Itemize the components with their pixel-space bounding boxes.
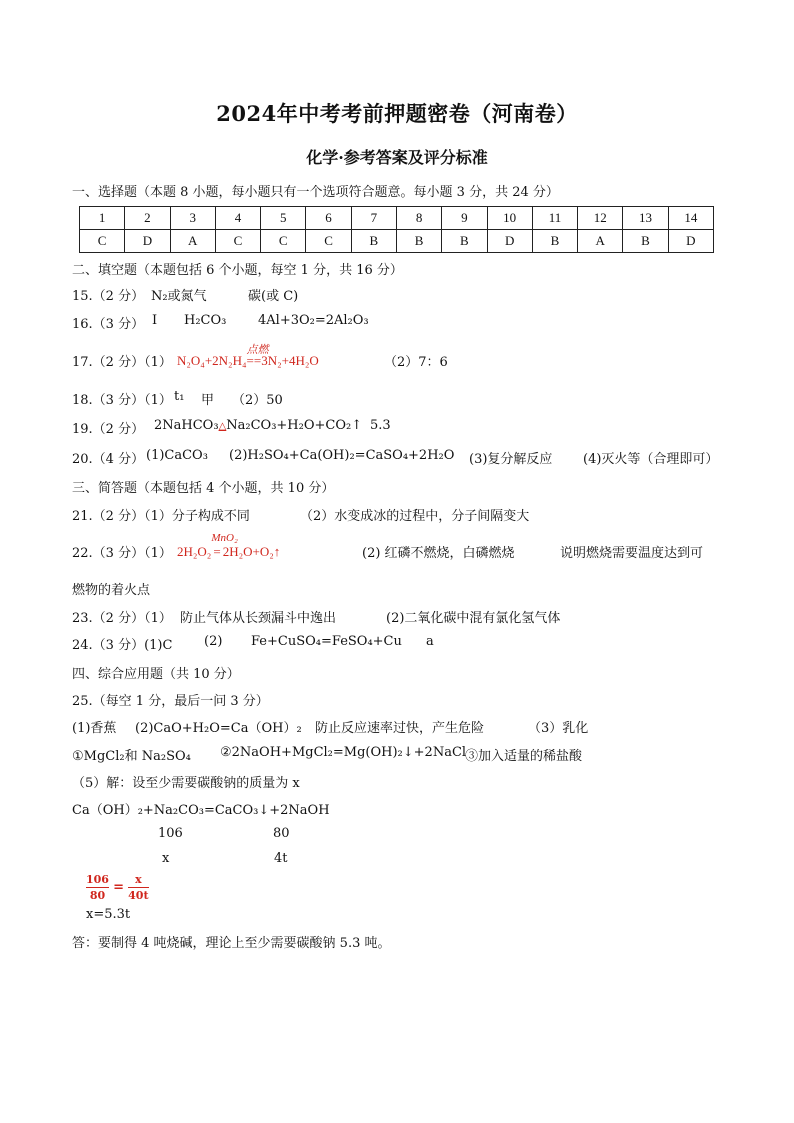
q22-eq-sign: = (213, 544, 221, 559)
question-number-cell: 13 (623, 207, 668, 230)
q19-eq-left: 2NaHCO₃ (154, 418, 219, 433)
question-number-cell: 5 (261, 207, 306, 230)
question-number-cell: 14 (668, 207, 713, 230)
q22-answer-2: (2) 红磷不燃烧，白磷燃烧 (362, 546, 515, 561)
q19-number: 19.（2 分） (72, 422, 145, 437)
page-subtitle: 化学·参考答案及评分标准 (306, 148, 488, 167)
q19-answer-2: 5.3 (370, 418, 391, 433)
q25-fraction-equals: = (113, 880, 125, 895)
q25-number: 25.（每空 1 分，最后一问 3 分） (72, 694, 269, 709)
answer-cell: B (351, 230, 396, 253)
q25-fraction-right-denominator: 40t (128, 889, 149, 902)
q19-condition: △ (218, 421, 227, 432)
q22-number: 22.（3 分）（1） (72, 546, 172, 561)
q18-answer-2: 甲 (201, 393, 215, 408)
question-number-cell: 6 (306, 207, 351, 230)
q20-answer-1: (1)CaCO₃ (146, 448, 208, 463)
question-number-cell: 12 (578, 207, 623, 230)
q25-line1-answer-2: (2)CaO+H₂O=Ca（OH）₂ (135, 721, 302, 736)
question-number-cell: 10 (487, 207, 532, 230)
q16-answer-3: 4Al+3O₂=2Al₂O₃ (258, 313, 369, 328)
q22-eq-left: 2H₂O₂ (177, 544, 212, 559)
section2-heading: 二、填空题（本题包括 6 个小题，每空 1 分，共 16 分） (72, 263, 403, 278)
q25-fraction-right-numerator: x (135, 873, 142, 886)
answer-cell: A (170, 230, 215, 253)
question-number-cell: 4 (215, 207, 260, 230)
question-number-cell: 7 (351, 207, 396, 230)
q18-answer-3: （2）50 (232, 393, 283, 408)
q23-number: 23.（2 分）（1） (72, 611, 172, 626)
q17-eq-right: 3N₂+4H₂O (261, 353, 319, 368)
q18-number: 18.（3 分）（1） (72, 393, 172, 408)
answer-cell: D (668, 230, 713, 253)
q25-ratio-value-1: 106 (158, 826, 183, 841)
q18-answer-1: t₁ (174, 389, 185, 404)
answer-cell: C (306, 230, 351, 253)
q25-fraction-right (128, 873, 148, 902)
question-number-cell: 8 (396, 207, 441, 230)
q17-equation (177, 344, 319, 369)
q25-equation: Ca（OH）₂+Na₂CO₃=CaCO₃↓+2NaOH (72, 803, 330, 818)
q22-equation (177, 532, 281, 560)
q22-answer-3-continued: 燃物的着火点 (72, 583, 151, 598)
q17-condition (246, 344, 269, 369)
q25-fraction-left-numerator: 106 (86, 873, 109, 886)
answer-cell: B (623, 230, 668, 253)
q24-number: 24.（3 分）(1)C (72, 638, 173, 653)
answer-cell: B (396, 230, 441, 253)
q25-given-mass: 4t (274, 851, 288, 866)
q25-proportion (86, 873, 149, 902)
answer-cell: A (578, 230, 623, 253)
question-number-cell: 11 (532, 207, 577, 230)
question-number-cell: 9 (442, 207, 487, 230)
q25-fraction-left (86, 873, 109, 902)
q22-eq-right: 2H₂O+O₂↑ (222, 544, 281, 559)
q16-answer-1: I (152, 313, 158, 328)
q22-condition-text: MnO₂ (211, 532, 238, 544)
q15-number: 15.（2 分） (72, 289, 145, 304)
q20-answer-4: (4)灭火等（合理即可） (583, 452, 719, 467)
answer-cell: C (261, 230, 306, 253)
q20-answer-2: (2)H₂SO₄+Ca(OH)₂=CaSO₄+2H₂O (229, 448, 455, 463)
q24-answer-4: a (426, 634, 434, 649)
q24-answer-3: Fe+CuSO₄=FeSO₄+Cu (251, 634, 402, 649)
q25-line1-answer-4: （3）乳化 (528, 721, 589, 736)
q25-fraction-right-bar (128, 887, 148, 888)
q25-result: x=5.3t (86, 907, 131, 922)
q15-answer-1: N₂或氮气 (151, 289, 207, 304)
q20-answer-3: (3)复分解反应 (469, 452, 553, 467)
question-number-cell: 3 (170, 207, 215, 230)
q25-line1-answer-3: 防止反应速率过快，产生危险 (315, 721, 485, 736)
q17-number: 17.（2 分）（1） (72, 355, 172, 370)
answer-cell: D (125, 230, 170, 253)
answer-cell: D (487, 230, 532, 253)
q23-answer-1: 防止气体从长颈漏斗中逸出 (180, 611, 337, 626)
q25-final-answer: 答：要制得 4 吨烧碱，理论上至少需要碳酸钠 5.3 吨。 (72, 936, 391, 951)
answer-cell: B (532, 230, 577, 253)
q25-fraction-left-denominator: 80 (89, 889, 106, 902)
q17-condition-text: 点燃 (246, 344, 269, 356)
q25-ratio-value-2: 80 (273, 826, 290, 841)
answer-cell: C (80, 230, 125, 253)
q22-answer-3: 说明燃烧需要温度达到可 (560, 546, 704, 561)
q15-answer-2: 碳(或 C) (248, 289, 299, 304)
section1-heading: 一、选择题（本题 8 小题，每小题只有一个选项符合题意。每小题 3 分，共 24 分） (72, 185, 559, 200)
q25-solution-setup: （5）解：设至少需要碳酸钠的质量为 x (72, 776, 300, 791)
q17-answer-2: （2）7：6 (384, 355, 448, 370)
q25-line2-answer-3: ③加入适量的稀盐酸 (465, 749, 583, 764)
answer-table-number-row (80, 207, 714, 230)
question-number-cell: 1 (80, 207, 125, 230)
q25-unknown-x: x (162, 851, 170, 866)
q21-number: 21.（2 分）（1）分子构成不同 (72, 509, 250, 524)
answer-table-answer-row (80, 230, 714, 253)
q25-line2-answer-2: ②2NaOH+MgCl₂=Mg(OH)₂↓+2NaCl (220, 745, 467, 760)
section3-heading: 三、简答题（本题包括 4 个小题，共 10 分） (72, 481, 335, 496)
q17-eq-left: N₂O₄+2N₂H₄ (177, 353, 247, 368)
q25-line2-answer-1: ①MgCl₂和 Na₂SO₄ (72, 749, 191, 764)
q19-eq-right: Na₂CO₃+H₂O+CO₂↑ (226, 418, 363, 433)
q16-number: 16.（3 分） (72, 317, 145, 332)
q20-number: 20.（4 分） (72, 452, 145, 467)
q25-fraction-left-bar (86, 887, 109, 888)
q19-equation (154, 418, 362, 433)
q16-answer-2: H₂CO₃ (184, 313, 227, 328)
q21-answer-2: （2）水变成冰的过程中，分子间隔变大 (300, 509, 530, 524)
question-number-cell: 2 (125, 207, 170, 230)
q22-condition (211, 532, 238, 560)
q23-answer-2: (2)二氧化碳中混有氯化氢气体 (386, 611, 561, 626)
section4-heading: 四、综合应用题（共 10 分） (72, 667, 240, 682)
page-title: 2024年中考考前押题密卷（河南卷） (216, 101, 578, 126)
answer-cell: B (442, 230, 487, 253)
q25-line1-answer-1: (1)香蕉 (72, 721, 117, 736)
q17-eq-sign: == (246, 353, 262, 368)
answer-cell: C (215, 230, 260, 253)
answer-table (79, 206, 714, 253)
q24-answer-2: (2) (204, 634, 223, 649)
